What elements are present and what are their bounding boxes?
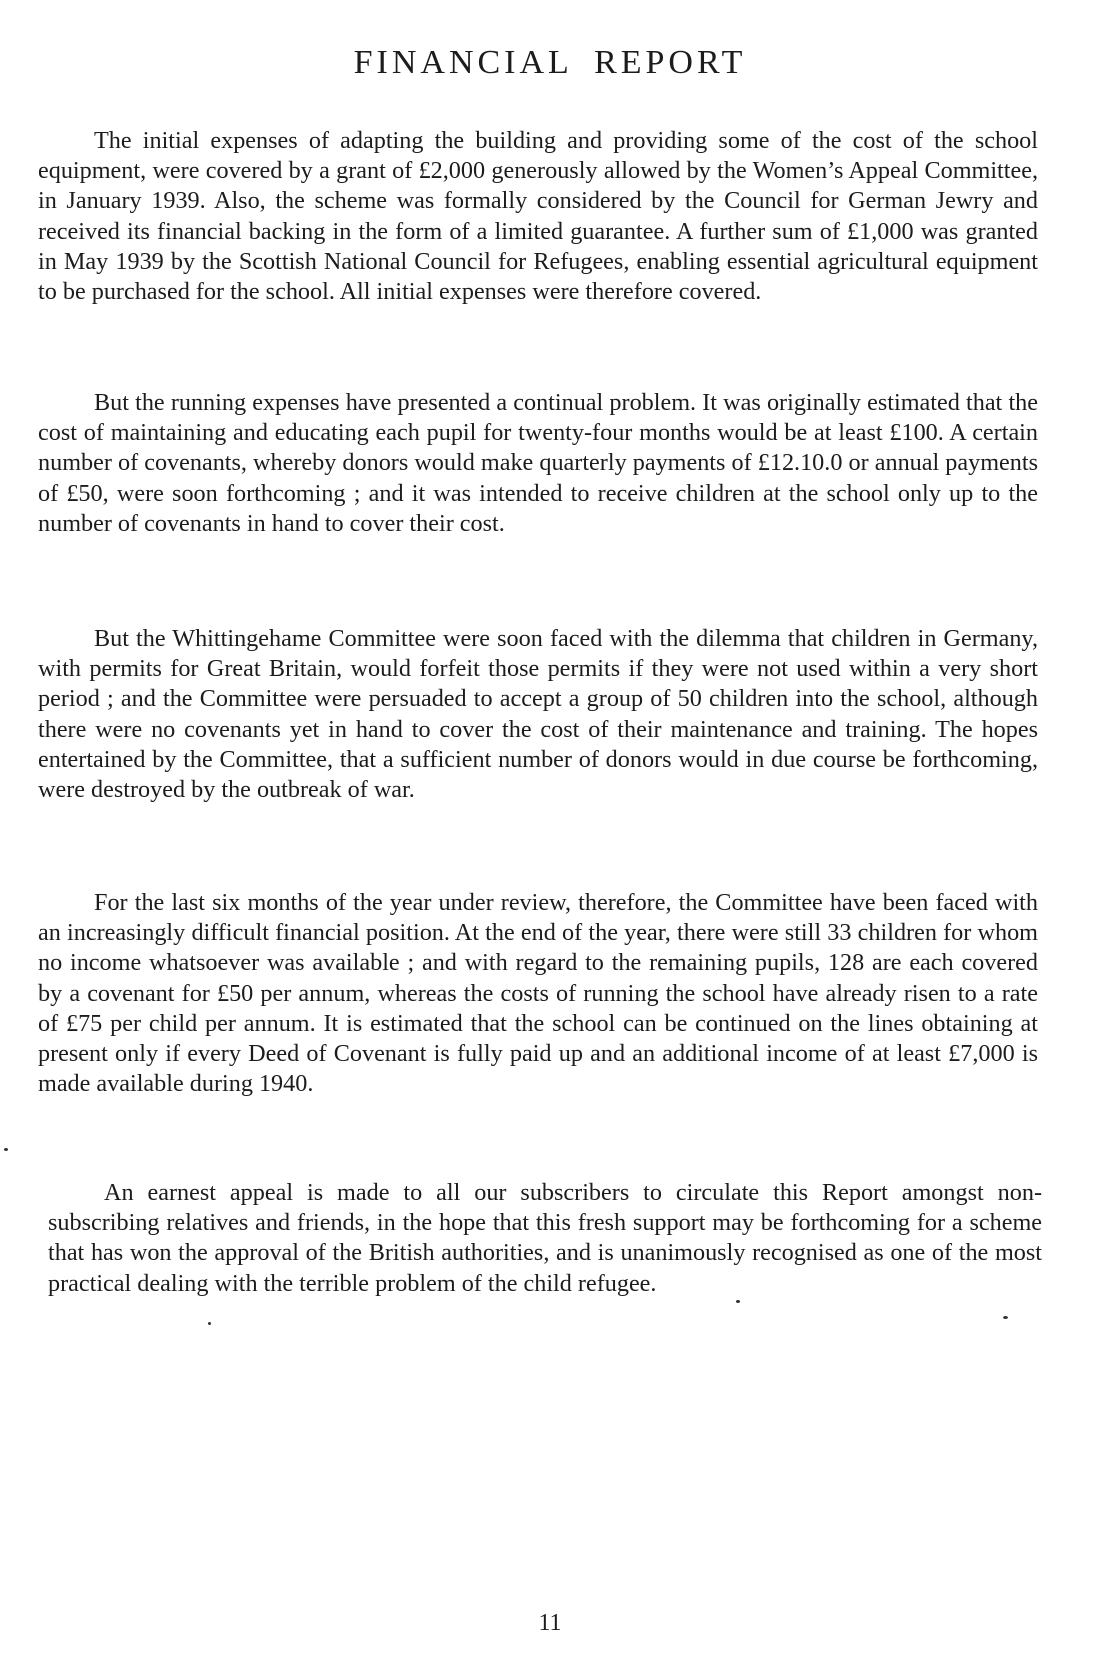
paragraph-text: For the last six months of the year under review, therefore, the Committee have been faced with an increasingly difficult financial position. At the end of the year, there were still 33 children for whom no income whatsoever was available ; and with regard to the remaining pupils, 128 are each covered by a covenant for £50 per annum, whereas the costs of running the school have already risen to a rate of £75 per child per annum. It is estimated that the school can be continued on the lines obtaining at present only if every Deed of Covenant is fully paid up and an additional income of at least £7,000 is made available during 1940. <box>38 889 1038 1098</box>
paragraph-financial-position <box>38 888 1038 1099</box>
paragraph-text: But the running expenses have presented a continual problem. It was originally estimated that the cost of maintaining and educating each pupil for twenty-four months would be at least £100. A certain number of covenants, whereby donors would make quarterly payments of £12.10.0 or annual payments of £50, were soon forthcoming ; and it was intended to receive children at the school only up to the number of covenants in hand to cover their cost. <box>38 389 1038 537</box>
print-speck-mark <box>208 1322 211 1325</box>
paragraph-initial-expenses <box>38 126 1038 307</box>
print-speck-mark <box>736 1300 740 1303</box>
paragraph-text: But the Whittingehame Committee were soon faced with the dilemma that children in Germany, with permits for Great Britain, would forfeit those permits if they were not used within a very short period ; and the Committee were persuaded to accept a group of 50 children into the school, although there were no covenants yet in hand to cover the cost of their maintenance and training. The hopes entertained by the Committee, that a sufficient number of donors would in due course be forthcoming, were destroyed by the outbreak of war. <box>38 625 1038 804</box>
paragraph-text: An earnest appeal is made to all our subscribers to circulate this Report amongst non-subscribing relatives and friends, in the hope that this fresh support may be forthcoming for a scheme that has won the approval of the British authorities, and is unanimously recognised as one of the most practical dealing with the terrible problem of the child refugee. <box>48 1179 1042 1297</box>
paragraph-running-expenses <box>38 388 1038 539</box>
paragraph-committee-dilemma <box>38 624 1038 805</box>
print-speck-mark <box>4 1148 8 1151</box>
page-title: FINANCIAL REPORT <box>353 44 747 81</box>
print-speck-mark <box>1003 1316 1008 1319</box>
paragraph-text: The initial expenses of adapting the building and providing some of the cost of the school equipment, were covered by a grant of £2,000 generously allowed by the Women’s Appeal Committee, in January 1939. Also, the scheme was formally considered by the Council for German Jewry and received its financial backing in the form of a limited guarantee. A further sum of £1,000 was granted in May 1939 by the Scottish National Council for Refugees, enabling essential agricultural equipment to be purchased for the school. All initial expenses were therefore covered. <box>38 127 1038 306</box>
paragraph-appeal <box>48 1178 1042 1299</box>
page-number: 11 <box>538 1610 562 1636</box>
